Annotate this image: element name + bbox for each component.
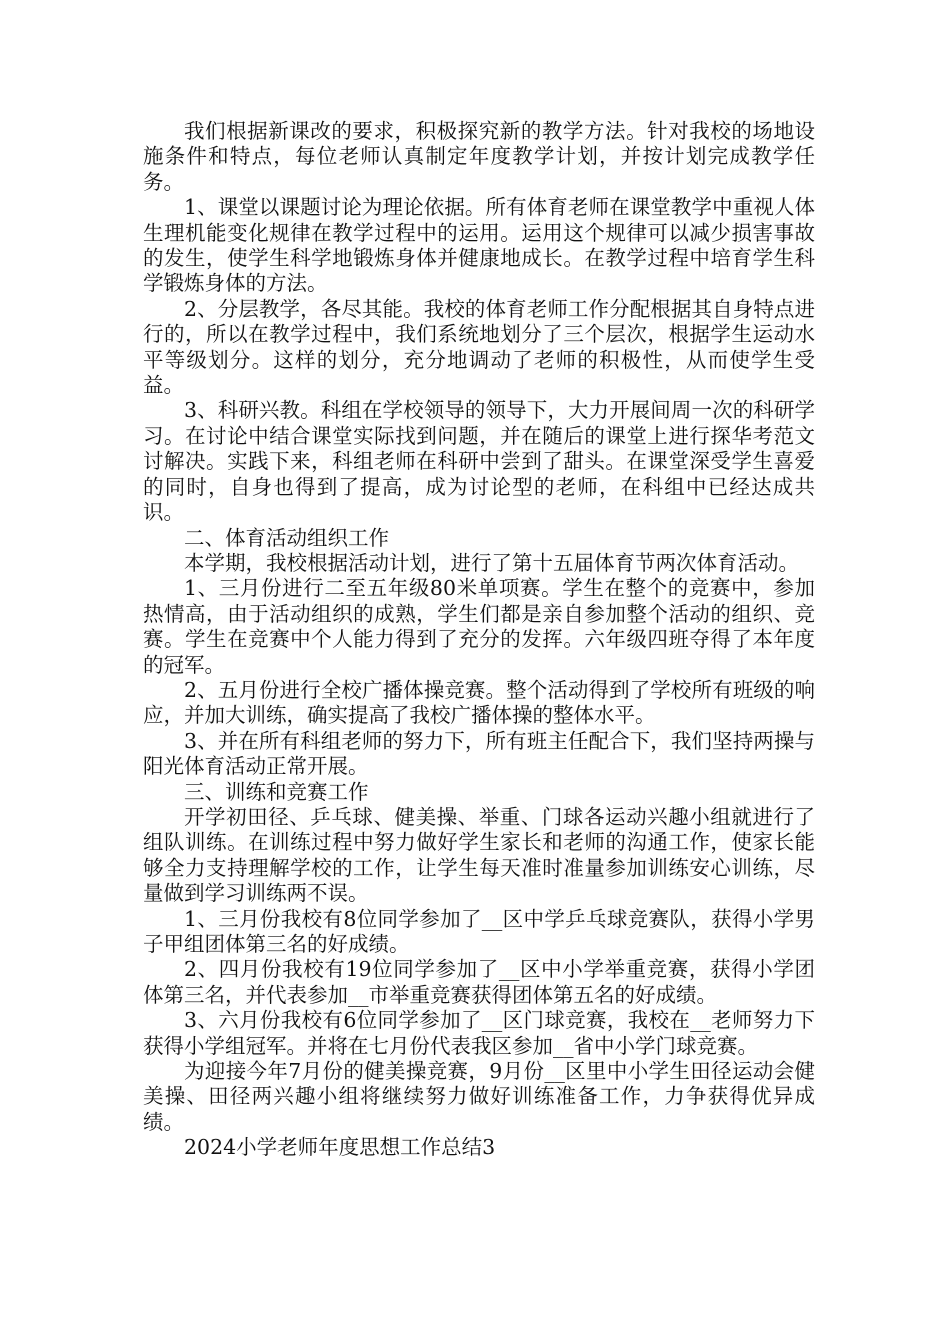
section-heading-2: 二、体育活动组织工作 xyxy=(184,525,389,550)
paragraph-item-1: 1、课堂以课题讨论为理论依据。所有体育老师在课堂教学中重视人体生理机能变化规律在教学过程中的运用。运用这个规律可以减少损害事故的发生，使学生科学地锻炼身体并健康地成长。在教学过程中培育学生科学锻炼身体的方法。 xyxy=(143,195,815,296)
paragraph-section-2-intro: 本学期，我校根据活动计划，进行了第十五届体育节两次体育活动。 xyxy=(184,550,799,575)
document-body xyxy=(143,119,815,1161)
paragraph-section-3-item-1: 1、三月份我校有8位同学参加了__区中学乒乓球竞赛队，获得小学男子甲组团体第三名的好成绩。 xyxy=(143,906,815,956)
paragraph-intro: 我们根据新课改的要求，积极探究新的教学方法。针对我校的场地设施条件和特点，每位老师认真制定年度教学计划，并按计划完成教学任务。 xyxy=(143,119,815,194)
paragraph-section-3-closing: 为迎接今年7月份的健美操竞赛，9月份__区里中小学生田径运动会健美操、田径两兴趣小组将继续努力做好训练准备工作，力争获得优异成绩。 xyxy=(143,1059,815,1134)
paragraph-section-2-item-2: 2、五月份进行全校广播体操竞赛。整个活动得到了学校所有班级的响应，并加大训练，确实提高了我校广播体操的整体水平。 xyxy=(143,677,815,728)
paragraph-section-3-intro: 开学初田径、乒乓球、健美操、举重、门球各运动兴趣小组就进行了组队训练。在训练过程中努力做好学生家长和老师的沟通工作，使家长能够全力支持理解学校的工作，让学生每天准时准量参加训练安心训练，尽量做到学习训练两不误。 xyxy=(143,804,815,906)
paragraph-section-3-item-3: 3、六月份我校有6位同学参加了__区门球竞赛，我校在__老师努力下获得小学组冠军。并将在七月份代表我区参加__省中小学门球竞赛。 xyxy=(143,1008,815,1058)
section-heading-3: 三、训练和竞赛工作 xyxy=(184,779,369,804)
paragraph-section-3-item-2: 2、四月份我校有19位同学参加了__区中小学举重竞赛，获得小学团体第三名，并代表参加__市举重竞赛获得团体第五名的好成绩。 xyxy=(143,957,815,1007)
paragraph-section-2-item-1: 1、三月份进行二至五年级80米单项赛。学生在整个的竞赛中，参加热情高，由于活动组织的成熟，学生们都是亲自参加整个活动的组织、竞赛。学生在竞赛中个人能力得到了充分的发挥。六年级四班夺得了本年度的冠军。 xyxy=(143,576,815,677)
next-article-title: 2024小学老师年度思想工作总结3 xyxy=(184,1135,496,1160)
paragraph-item-2: 2、分层教学，各尽其能。我校的体育老师工作分配根据其自身特点进行的，所以在教学过程中，我们系统地划分了三个层次，根据学生运动水平等级划分。这样的划分，充分地调动了老师的积极性，从而使学生受益。 xyxy=(143,296,815,398)
paragraph-item-3: 3、科研兴教。科组在学校领导的领导下，大力开展间周一次的科研学习。在讨论中结合课堂实际找到问题，并在随后的课堂上进行探华考范文讨解决。实践下来，科组老师在科研中尝到了甜头。在课堂深受学生喜爱的同时，自身也得到了提高，成为讨论型的老师，在科组中已经达成共识。 xyxy=(143,398,815,525)
paragraph-section-2-item-3: 3、并在所有科组老师的努力下，所有班主任配合下，我们坚持两操与阳光体育活动正常开展。 xyxy=(143,728,815,779)
